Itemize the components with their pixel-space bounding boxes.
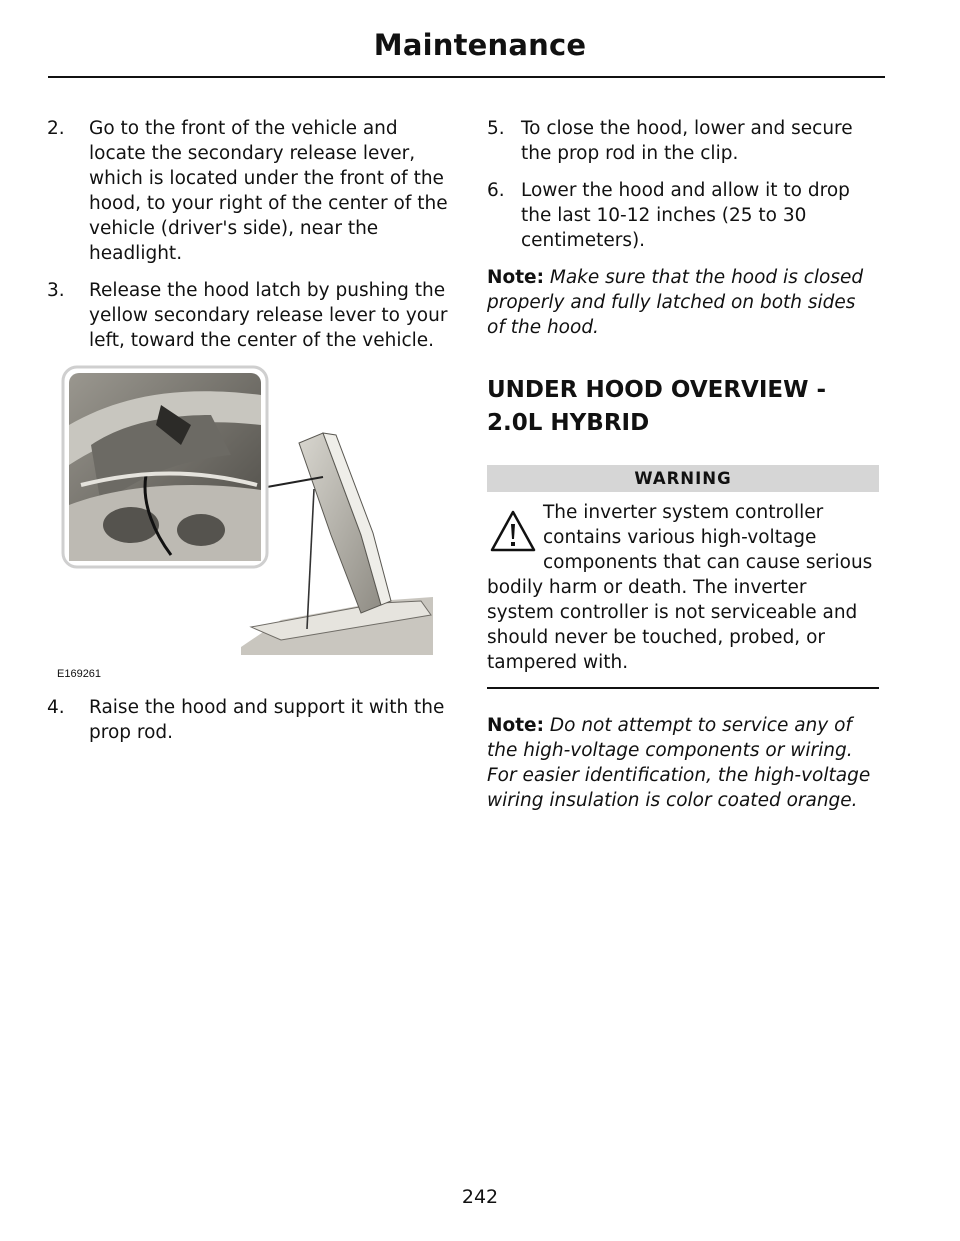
step-number: 5. [487, 118, 505, 139]
step-text: Lower the hood and allow it to drop the last 10-12 inches (25 to 30 centimeters). [521, 180, 850, 251]
page-number: 242 [461, 1186, 499, 1208]
warning-divider [487, 687, 879, 689]
step-text: Go to the front of the vehicle and locate the secondary release lever, which is located under the front of the hood, to your right of the center of the vehicle (driver's side), near the headlight. [89, 118, 448, 264]
warning-box [487, 500, 879, 675]
step-item [47, 278, 449, 353]
right-column [487, 116, 879, 825]
step-text: Raise the hood and support it with the prop rod. [89, 697, 445, 743]
step-item [47, 695, 449, 745]
hood-release-illustration [61, 365, 457, 657]
step-number: 4. [47, 697, 65, 718]
page-title: Maintenance [373, 28, 587, 62]
figure-caption: E169261 [57, 668, 102, 680]
note-label: Note: [487, 267, 544, 288]
warning-triangle-icon [489, 508, 537, 556]
header-divider [48, 76, 885, 78]
step-text: To close the hood, lower and secure the prop rod in the clip. [521, 118, 853, 164]
note-text: Do not attempt to service any of the high-voltage components or wiring. For easier identification, the high-voltage wiring insulation is color coated orange. [487, 714, 871, 811]
step-item [47, 116, 449, 266]
section-heading: UNDER HOOD OVERVIEW - 2.0L HYBRID [487, 377, 827, 436]
note-label: Note: [487, 714, 544, 736]
step-number: 6. [487, 180, 505, 201]
warning-header: WARNING [487, 465, 879, 492]
warning-text: The inverter system controller contains various high-voltage components that can cause serious bodily harm or death. The inverter system controller is not serviceable and should never be touched, probed, or tampered with. [487, 502, 873, 673]
note-text: Make sure that the hood is closed properly and fully latched on both sides of the hood. [487, 267, 864, 338]
step-text: Release the hood latch by pushing the yellow secondary release lever to your left, toward the center of the vehicle. [89, 280, 448, 351]
step-number: 3. [47, 280, 65, 301]
note [487, 265, 879, 340]
left-column [47, 116, 449, 757]
step-number: 2. [47, 118, 65, 139]
step-item [487, 178, 879, 253]
step-item [487, 116, 879, 166]
note [487, 713, 879, 813]
